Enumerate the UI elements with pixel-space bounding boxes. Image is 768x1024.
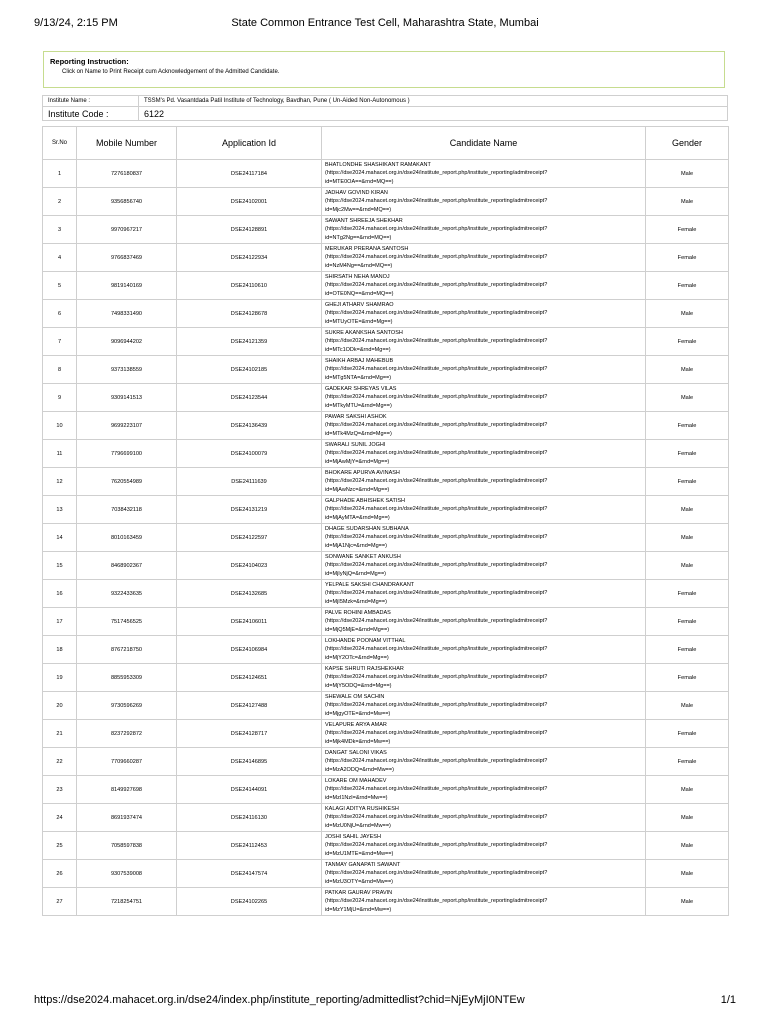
cell-application-id: DSE24112453 [177, 832, 322, 860]
cell-mobile-number: 9307539008 [77, 860, 177, 888]
candidate-name-text: DHAGE SUDARSHAN SUBHANA [325, 526, 409, 533]
receipt-url-line: (https://dse2024.mahacet.org.in/dse24/institute_report.php/institute_reporting/admitreceipt? [325, 450, 548, 457]
cell-gender: Female [646, 468, 729, 496]
cell-candidate-name [322, 384, 646, 412]
cell-candidate-name [322, 608, 646, 636]
candidate-receipt-link[interactable] [325, 693, 642, 718]
cell-sr-no: 8 [43, 356, 77, 384]
cell-mobile-number: 8010163459 [77, 524, 177, 552]
header-gender: Gender [646, 127, 729, 160]
candidate-name-text: SHIRSATH NEHA MANOJ [325, 274, 390, 281]
institute-info-table [42, 95, 728, 121]
cell-gender: Female [646, 272, 729, 300]
table-row [43, 356, 729, 384]
table-row [43, 328, 729, 356]
cell-candidate-name [322, 244, 646, 272]
cell-mobile-number: 9766837469 [77, 244, 177, 272]
cell-candidate-name [322, 468, 646, 496]
print-url: https://dse2024.mahacet.org.in/dse24/index.php/institute_reporting/admittedlist?chid=NjEyMjI0NTEw [34, 994, 525, 1006]
receipt-url-params: id=MzY1MjU=&rnd=Mw==) [325, 906, 392, 913]
candidate-receipt-link[interactable] [325, 721, 642, 746]
receipt-url-line: (https://dse2024.mahacet.org.in/dse24/institute_report.php/institute_reporting/admitreceipt? [325, 170, 548, 177]
candidate-receipt-link[interactable] [325, 777, 642, 802]
receipt-url-params: id=MTk4MzQ=&rnd=Mg==) [325, 430, 392, 437]
candidate-name-text: SAWANT SHREEJA SHEKHAR [325, 218, 403, 225]
cell-sr-no: 2 [43, 188, 77, 216]
receipt-url-line: (https://dse2024.mahacet.org.in/dse24/institute_report.php/institute_reporting/admitreceipt? [325, 478, 548, 485]
table-body [43, 160, 729, 916]
table-row [43, 496, 729, 524]
table-row [43, 300, 729, 328]
cell-application-id: DSE24122597 [177, 524, 322, 552]
cell-sr-no: 6 [43, 300, 77, 328]
cell-sr-no: 15 [43, 552, 77, 580]
receipt-url-params: id=MjY5ODQ=&rnd=Mg==) [325, 682, 392, 689]
cell-sr-no: 23 [43, 776, 77, 804]
receipt-url-params: id=MzA2ODQ=&rnd=Mw==) [325, 766, 394, 773]
table-row [43, 552, 729, 580]
cell-candidate-name [322, 412, 646, 440]
cell-gender: Male [646, 692, 729, 720]
table-row [43, 384, 729, 412]
table-row [43, 524, 729, 552]
cell-mobile-number: 8691937474 [77, 804, 177, 832]
candidate-receipt-link[interactable] [325, 805, 642, 830]
table-row [43, 636, 729, 664]
receipt-url-params: id=MTc1ODk=&rnd=Mg==) [325, 346, 391, 353]
candidate-receipt-link[interactable] [325, 889, 642, 914]
print-header [34, 17, 736, 31]
cell-mobile-number: 8767218750 [77, 636, 177, 664]
cell-sr-no: 13 [43, 496, 77, 524]
cell-sr-no: 1 [43, 160, 77, 188]
receipt-url-line: (https://dse2024.mahacet.org.in/dse24/institute_report.php/institute_reporting/admitreceipt? [325, 618, 548, 625]
candidate-name-text: VELAPURE ARYA AMAR [325, 722, 387, 729]
cell-candidate-name [322, 440, 646, 468]
receipt-url-line: (https://dse2024.mahacet.org.in/dse24/institute_report.php/institute_reporting/admitreceipt? [325, 730, 548, 737]
cell-candidate-name [322, 216, 646, 244]
candidate-receipt-link[interactable] [325, 609, 642, 634]
cell-gender: Male [646, 160, 729, 188]
cell-sr-no: 7 [43, 328, 77, 356]
cell-gender: Female [646, 244, 729, 272]
cell-gender: Male [646, 552, 729, 580]
cell-gender: Female [646, 440, 729, 468]
cell-application-id: DSE24144091 [177, 776, 322, 804]
candidate-name-text: LOKARE OM MAHADEV [325, 778, 387, 785]
cell-application-id: DSE24102001 [177, 188, 322, 216]
receipt-url-line: (https://dse2024.mahacet.org.in/dse24/institute_report.php/institute_reporting/admitreceipt? [325, 786, 548, 793]
cell-candidate-name [322, 328, 646, 356]
cell-gender: Male [646, 804, 729, 832]
cell-gender: Female [646, 216, 729, 244]
cell-mobile-number: 8149927698 [77, 776, 177, 804]
receipt-url-params: id=MjY2OTc=&rnd=Mg==) [325, 654, 389, 661]
cell-gender: Male [646, 524, 729, 552]
cell-mobile-number: 9819140169 [77, 272, 177, 300]
candidate-receipt-link[interactable] [325, 245, 642, 270]
cell-application-id: DSE24128891 [177, 216, 322, 244]
receipt-url-params: id=MzI1NzI=&rnd=Mw==) [325, 794, 388, 801]
cell-candidate-name [322, 356, 646, 384]
cell-sr-no: 26 [43, 860, 77, 888]
receipt-url-params: id=NzM4Ng==&rnd=MQ==) [325, 262, 393, 269]
cell-gender: Female [646, 580, 729, 608]
cell-mobile-number: 9322433635 [77, 580, 177, 608]
candidate-receipt-link[interactable] [325, 441, 642, 466]
cell-application-id: DSE24121359 [177, 328, 322, 356]
reporting-instruction-box [43, 51, 725, 88]
cell-application-id: DSE24132685 [177, 580, 322, 608]
receipt-url-line: (https://dse2024.mahacet.org.in/dse24/institute_report.php/institute_reporting/admitreceipt? [325, 394, 548, 401]
cell-application-id: DSE24124651 [177, 664, 322, 692]
cell-mobile-number: 9730596269 [77, 692, 177, 720]
table-row [43, 860, 729, 888]
cell-gender: Female [646, 412, 729, 440]
receipt-url-line: (https://dse2024.mahacet.org.in/dse24/institute_report.php/institute_reporting/admitreceipt? [325, 254, 548, 261]
receipt-url-params: id=MzU1MTE=&rnd=Mw==) [325, 850, 394, 857]
receipt-url-params: id=MjAwMjY=&rnd=Mg==) [325, 458, 390, 465]
admitted-candidates-table [42, 126, 729, 916]
candidate-receipt-link[interactable] [325, 833, 642, 858]
cell-candidate-name [322, 720, 646, 748]
cell-application-id: DSE24104023 [177, 552, 322, 580]
table-row [43, 244, 729, 272]
institute-code-label: Institute Code : [43, 107, 139, 121]
table-row [43, 804, 729, 832]
candidate-name-text: SUKRE AKANKSHA SANTOSH [325, 330, 403, 337]
cell-sr-no: 17 [43, 608, 77, 636]
candidate-receipt-link[interactable] [325, 413, 642, 438]
receipt-url-line: (https://dse2024.mahacet.org.in/dse24/institute_report.php/institute_reporting/admitreceipt? [325, 310, 548, 317]
header-candidate-name: Candidate Name [322, 127, 646, 160]
receipt-url-params: id=MTkyMTU=&rnd=Mg==) [325, 402, 392, 409]
candidate-name-text: PATKAR GAURAV PRAVIN [325, 890, 393, 897]
table-row [43, 832, 729, 860]
receipt-url-params: id=MjQ5MjE=&rnd=Mg==) [325, 626, 390, 633]
cell-mobile-number: 7038432118 [77, 496, 177, 524]
cell-sr-no: 25 [43, 832, 77, 860]
candidate-receipt-link[interactable] [325, 217, 642, 242]
print-page-title: State Common Entrance Test Cell, Maharashtra State, Mumbai [231, 17, 539, 29]
candidate-receipt-link[interactable] [325, 189, 642, 214]
cell-sr-no: 20 [43, 692, 77, 720]
cell-gender: Male [646, 356, 729, 384]
cell-sr-no: 16 [43, 580, 77, 608]
receipt-url-line: (https://dse2024.mahacet.org.in/dse24/institute_report.php/institute_reporting/admitreceipt? [325, 366, 548, 373]
candidate-name-text: TANMAY GANAPATI SAWANT [325, 862, 401, 869]
table-row [43, 468, 729, 496]
cell-gender: Male [646, 776, 729, 804]
candidate-name-text: LOKHANDE POONAM VITTHAL [325, 638, 406, 645]
table-row [43, 720, 729, 748]
receipt-url-params: id=Mjc2Mw==&rnd=MQ==) [325, 206, 392, 213]
cell-mobile-number: 9096944202 [77, 328, 177, 356]
receipt-url-line: (https://dse2024.mahacet.org.in/dse24/institute_report.php/institute_reporting/admitreceipt? [325, 198, 548, 205]
table-row [43, 272, 729, 300]
cell-gender: Female [646, 748, 729, 776]
cell-application-id: DSE24128678 [177, 300, 322, 328]
candidate-name-text: BHATLONDHE SHASHIKANT RAMAKANT [325, 162, 431, 169]
candidate-receipt-link[interactable] [325, 301, 642, 326]
cell-gender: Female [646, 664, 729, 692]
cell-application-id: DSE24136439 [177, 412, 322, 440]
table-row [43, 664, 729, 692]
candidate-name-text: GALPHADE ABHISHEK SATISH [325, 498, 405, 505]
candidate-receipt-link[interactable] [325, 273, 642, 298]
receipt-url-line: (https://dse2024.mahacet.org.in/dse24/institute_report.php/institute_reporting/admitreceipt? [325, 842, 548, 849]
table-row [43, 440, 729, 468]
cell-sr-no: 9 [43, 384, 77, 412]
header-mobile-number: Mobile Number [77, 127, 177, 160]
receipt-url-params: id=NTg2Ng==&rnd=MQ==) [325, 234, 392, 241]
receipt-url-params: id=MzU3OTY=&rnd=Mw==) [325, 878, 394, 885]
cell-mobile-number: 9356856740 [77, 188, 177, 216]
cell-mobile-number: 9309141513 [77, 384, 177, 412]
candidate-name-text: GADEKAR SHREYAS VILAS [325, 386, 397, 393]
cell-candidate-name [322, 524, 646, 552]
print-timestamp: 9/13/24, 2:15 PM [34, 17, 118, 29]
cell-mobile-number: 7620554989 [77, 468, 177, 496]
receipt-url-params: id=MTg5NTA=&rnd=Mg==) [325, 374, 392, 381]
candidate-name-text: DANGAT SALONI VIKAS [325, 750, 387, 757]
cell-sr-no: 14 [43, 524, 77, 552]
table-row [43, 692, 729, 720]
receipt-url-params: id=MjA1Njc=&rnd=Mg==) [325, 542, 387, 549]
cell-sr-no: 3 [43, 216, 77, 244]
receipt-url-params: id=MzU0NjU=&rnd=Mw==) [325, 822, 391, 829]
cell-mobile-number: 8855953309 [77, 664, 177, 692]
receipt-url-line: (https://dse2024.mahacet.org.in/dse24/institute_report.php/institute_reporting/admitreceipt? [325, 646, 548, 653]
receipt-url-params: id=OTE0NQ==&rnd=MQ==) [325, 290, 394, 297]
candidate-name-text: KAPSE SHRUTI RAJSHEKHAR [325, 666, 404, 673]
candidate-name-text: PALVE ROHINI AMBADAS [325, 610, 391, 617]
cell-candidate-name [322, 552, 646, 580]
table-row [43, 580, 729, 608]
receipt-url-params: id=MTUyOTE=&rnd=Mg==) [325, 318, 393, 325]
receipt-url-params: id=MjAyMTA=&rnd=Mg==) [325, 514, 390, 521]
cell-application-id: DSE24128717 [177, 720, 322, 748]
cell-gender: Male [646, 860, 729, 888]
reporting-instruction-heading: Reporting Instruction: [50, 57, 129, 66]
cell-sr-no: 27 [43, 888, 77, 916]
receipt-url-line: (https://dse2024.mahacet.org.in/dse24/institute_report.php/institute_reporting/admitreceipt? [325, 898, 548, 905]
cell-candidate-name [322, 636, 646, 664]
cell-candidate-name [322, 748, 646, 776]
cell-sr-no: 24 [43, 804, 77, 832]
candidate-receipt-link[interactable] [325, 497, 642, 522]
cell-candidate-name [322, 300, 646, 328]
cell-gender: Female [646, 720, 729, 748]
receipt-url-params: id=Mjk4MDk=&rnd=Mw==) [325, 738, 391, 745]
cell-candidate-name [322, 860, 646, 888]
table-row [43, 608, 729, 636]
cell-candidate-name [322, 832, 646, 860]
cell-candidate-name [322, 888, 646, 916]
cell-mobile-number: 7517456525 [77, 608, 177, 636]
cell-sr-no: 12 [43, 468, 77, 496]
candidate-receipt-link[interactable] [325, 385, 642, 410]
table-header-row [43, 127, 729, 160]
cell-candidate-name [322, 580, 646, 608]
cell-application-id: DSE24110610 [177, 272, 322, 300]
cell-gender: Male [646, 832, 729, 860]
table-row [43, 216, 729, 244]
cell-mobile-number: 9699223107 [77, 412, 177, 440]
header-sr-no: Sr.No [43, 127, 77, 160]
candidate-receipt-link[interactable] [325, 637, 642, 662]
cell-gender: Male [646, 496, 729, 524]
cell-gender: Male [646, 384, 729, 412]
cell-application-id: DSE24146895 [177, 748, 322, 776]
receipt-url-line: (https://dse2024.mahacet.org.in/dse24/institute_report.php/institute_reporting/admitreceipt? [325, 338, 548, 345]
candidate-name-text: YELPALE SAKSHI CHANDRAKANT [325, 582, 415, 589]
cell-mobile-number: 8237292872 [77, 720, 177, 748]
cell-sr-no: 22 [43, 748, 77, 776]
cell-application-id: DSE24122934 [177, 244, 322, 272]
cell-mobile-number: 7058597838 [77, 832, 177, 860]
cell-application-id: DSE24123544 [177, 384, 322, 412]
cell-application-id: DSE24102265 [177, 888, 322, 916]
candidate-name-text: MERUKAR PRERANA SANTOSH [325, 246, 409, 253]
cell-sr-no: 21 [43, 720, 77, 748]
cell-sr-no: 11 [43, 440, 77, 468]
receipt-url-line: (https://dse2024.mahacet.org.in/dse24/institute_report.php/institute_reporting/admitreceipt? [325, 590, 548, 597]
receipt-url-line: (https://dse2024.mahacet.org.in/dse24/institute_report.php/institute_reporting/admitreceipt? [325, 702, 548, 709]
cell-candidate-name [322, 692, 646, 720]
receipt-url-line: (https://dse2024.mahacet.org.in/dse24/institute_report.php/institute_reporting/admitreceipt? [325, 814, 548, 821]
candidate-name-text: SHEWALE OM SACHIN [325, 694, 385, 701]
cell-application-id: DSE24100079 [177, 440, 322, 468]
candidate-receipt-link[interactable] [325, 861, 642, 886]
receipt-url-line: (https://dse2024.mahacet.org.in/dse24/institute_report.php/institute_reporting/admitreceipt? [325, 562, 548, 569]
cell-gender: Female [646, 636, 729, 664]
cell-application-id: DSE24116130 [177, 804, 322, 832]
cell-application-id: DSE24147574 [177, 860, 322, 888]
table-row [43, 888, 729, 916]
cell-mobile-number: 8468902367 [77, 552, 177, 580]
cell-candidate-name [322, 160, 646, 188]
receipt-url-line: (https://dse2024.mahacet.org.in/dse24/institute_report.php/institute_reporting/admitreceipt? [325, 226, 548, 233]
cell-mobile-number: 7498331490 [77, 300, 177, 328]
cell-application-id: DSE24106011 [177, 608, 322, 636]
cell-mobile-number: 7276180837 [77, 160, 177, 188]
institute-name-label: Institute Name : [43, 96, 139, 107]
cell-gender: Male [646, 888, 729, 916]
cell-application-id: DSE24117184 [177, 160, 322, 188]
receipt-url-line: (https://dse2024.mahacet.org.in/dse24/institute_report.php/institute_reporting/admitreceipt? [325, 534, 548, 541]
candidate-receipt-link[interactable] [325, 329, 642, 354]
candidate-name-text: BHOKARE APURVA AVINASH [325, 470, 400, 477]
receipt-url-line: (https://dse2024.mahacet.org.in/dse24/institute_report.php/institute_reporting/admitreceipt? [325, 758, 548, 765]
cell-mobile-number: 9970967217 [77, 216, 177, 244]
candidate-name-text: SWARALI SUNIL JOGHI [325, 442, 386, 449]
print-page-number: 1/1 [720, 994, 736, 1006]
receipt-url-params: id=MTE0OA==&rnd=MQ==) [325, 178, 394, 185]
cell-candidate-name [322, 188, 646, 216]
table-row [43, 188, 729, 216]
cell-application-id: DSE24111639 [177, 468, 322, 496]
table-row [43, 160, 729, 188]
receipt-url-params: id=MjAwNzc=&rnd=Mg==) [325, 486, 390, 493]
receipt-url-params: id=MjgyOTE=&rnd=Mw==) [325, 710, 391, 717]
table-row [43, 748, 729, 776]
candidate-name-text: JADHAV GOVIND KIRAN [325, 190, 388, 197]
receipt-url-line: (https://dse2024.mahacet.org.in/dse24/institute_report.php/institute_reporting/admitreceipt? [325, 870, 548, 877]
candidate-receipt-link[interactable] [325, 749, 642, 774]
table-row [43, 776, 729, 804]
cell-candidate-name [322, 776, 646, 804]
institute-code-value: 6122 [139, 107, 728, 121]
candidate-receipt-link[interactable] [325, 469, 642, 494]
cell-candidate-name [322, 664, 646, 692]
cell-mobile-number: 7709660287 [77, 748, 177, 776]
candidate-receipt-link[interactable] [325, 161, 642, 186]
header-application-id: Application Id [177, 127, 322, 160]
institute-name-value: TSSM's Pd. Vasantdada Patil Institute of Technology, Bavdhan, Pune ( Un-Aided Non-Autonomous ) [139, 96, 728, 107]
cell-gender: Female [646, 608, 729, 636]
receipt-url-line: (https://dse2024.mahacet.org.in/dse24/institute_report.php/institute_reporting/admitreceipt? [325, 506, 548, 513]
cell-application-id: DSE24127488 [177, 692, 322, 720]
cell-application-id: DSE24106984 [177, 636, 322, 664]
print-footer [34, 994, 736, 1006]
candidate-receipt-link[interactable] [325, 581, 642, 606]
candidate-name-text: SONWANE SANKET ANKUSH [325, 554, 401, 561]
cell-mobile-number: 7796699100 [77, 440, 177, 468]
candidate-name-text: GHEJI ATHARV SHAMRAO [325, 302, 394, 309]
cell-gender: Male [646, 188, 729, 216]
cell-candidate-name [322, 804, 646, 832]
candidate-receipt-link[interactable] [325, 525, 642, 550]
candidate-receipt-link[interactable] [325, 665, 642, 690]
candidate-name-text: SHAIKH ARBAJ MAHEBUB [325, 358, 394, 365]
candidate-receipt-link[interactable] [325, 553, 642, 578]
receipt-url-line: (https://dse2024.mahacet.org.in/dse24/institute_report.php/institute_reporting/admitreceipt? [325, 282, 548, 289]
table-row [43, 412, 729, 440]
cell-sr-no: 10 [43, 412, 77, 440]
candidate-name-text: PAWAR SAKSHI ASHOK [325, 414, 387, 421]
cell-sr-no: 4 [43, 244, 77, 272]
candidate-name-text: JOSHI SAHIL JAYESH [325, 834, 381, 841]
cell-sr-no: 18 [43, 636, 77, 664]
receipt-url-line: (https://dse2024.mahacet.org.in/dse24/institute_report.php/institute_reporting/admitreceipt? [325, 674, 548, 681]
cell-candidate-name [322, 496, 646, 524]
candidate-receipt-link[interactable] [325, 357, 642, 382]
candidate-name-text: KALAGI ADITYA RUSHIKESH [325, 806, 399, 813]
cell-gender: Male [646, 300, 729, 328]
cell-mobile-number: 9373138559 [77, 356, 177, 384]
cell-application-id: DSE24131219 [177, 496, 322, 524]
cell-sr-no: 19 [43, 664, 77, 692]
reporting-instruction-text: Click on Name to Print Receipt cum Acknowledgement of the Admitted Candidate. [62, 69, 280, 75]
receipt-url-params: id=MjI5Mzk=&rnd=Mg==) [325, 598, 387, 605]
cell-mobile-number: 7218254751 [77, 888, 177, 916]
cell-application-id: DSE24102185 [177, 356, 322, 384]
receipt-url-line: (https://dse2024.mahacet.org.in/dse24/institute_report.php/institute_reporting/admitreceipt? [325, 422, 548, 429]
cell-gender: Female [646, 328, 729, 356]
cell-sr-no: 5 [43, 272, 77, 300]
receipt-url-params: id=MjIyNjQ=&rnd=Mg==) [325, 570, 386, 577]
cell-candidate-name [322, 272, 646, 300]
